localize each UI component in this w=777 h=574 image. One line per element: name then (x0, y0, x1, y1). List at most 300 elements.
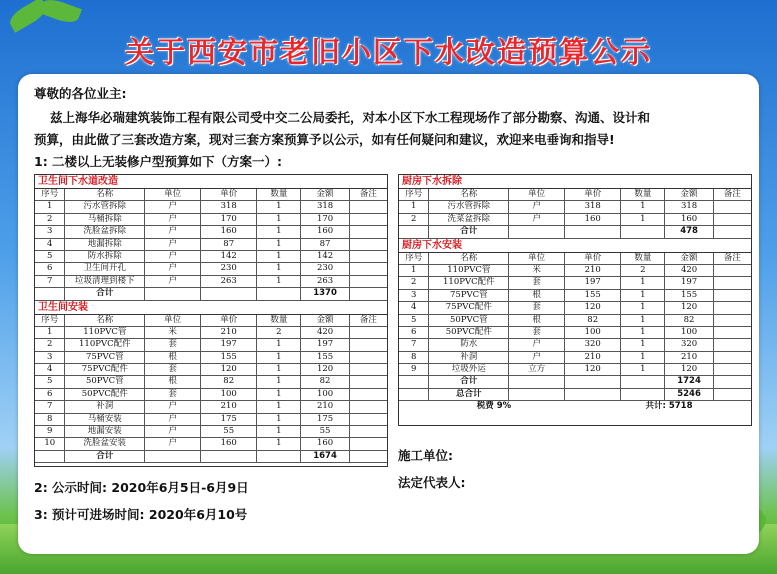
table-cell (714, 327, 751, 338)
table-cell (399, 389, 429, 400)
table-row (399, 201, 751, 213)
table-cell (714, 389, 751, 400)
table-row (399, 290, 751, 302)
table-cell: 名称 (429, 253, 509, 264)
table-header-row (399, 189, 751, 201)
table-cell: 套 (145, 389, 201, 400)
table-cell (350, 201, 387, 212)
table-cell: 1 (257, 438, 301, 449)
table-cell: 垃圾外运 (429, 364, 509, 375)
table-cell: 户 (145, 251, 201, 262)
table-cell (350, 251, 387, 262)
table-row (35, 352, 387, 364)
table-cell: 170 (201, 214, 257, 225)
table-cell: 7 (399, 339, 429, 350)
table-cell: 单位 (509, 189, 565, 200)
table-cell: 洗脸盆拆除 (65, 226, 145, 237)
table-header-row (35, 315, 387, 327)
table-cell: 单位 (145, 189, 201, 200)
table-cell: 户 (145, 263, 201, 274)
table-cell: 污水管拆除 (429, 201, 509, 212)
table-cell (350, 214, 387, 225)
table-cell (714, 339, 751, 350)
table-cell (350, 364, 387, 375)
table-cell: 230 (301, 263, 349, 274)
table-cell: 1 (257, 201, 301, 212)
table-cell (621, 226, 665, 237)
table-cell: 87 (201, 239, 257, 250)
table-cell: 9 (35, 426, 65, 437)
table-cell (350, 263, 387, 274)
page-title: 关于西安市老旧小区下水改造预算公示 (124, 35, 652, 69)
table-cell: 75PVC配件 (65, 364, 145, 375)
table-cell: 马桶拆除 (65, 214, 145, 225)
table-cell: 263 (301, 276, 349, 287)
section-title: 卫生间下水道改造 (35, 175, 387, 189)
table-cell: 1 (621, 327, 665, 338)
table-cell: 1 (621, 201, 665, 212)
table-cell: 55 (301, 426, 349, 437)
table-cell: 合计 (429, 376, 509, 387)
table-cell: 户 (509, 339, 565, 350)
table-cell (714, 265, 751, 276)
table-cell: 1 (257, 263, 301, 274)
table-header-row (399, 253, 751, 265)
table-cell: 户 (145, 276, 201, 287)
table-cell: 备注 (723, 252, 741, 263)
table-cell: 155 (301, 352, 349, 363)
table-cell: 1 (257, 364, 301, 375)
table-cell: 户 (145, 426, 201, 437)
table-cell: 318 (201, 201, 257, 212)
table-cell (565, 376, 621, 387)
construction-unit-label: 施工单位: (398, 448, 453, 463)
table-row (35, 376, 387, 388)
table-cell: 9 (399, 364, 429, 375)
table-cell: 户 (509, 201, 565, 212)
table-cell: 155 (665, 290, 713, 301)
table-cell: 立方 (509, 364, 565, 375)
table-cell: 垃圾清理到楼下 (65, 276, 145, 287)
table-cell: 1 (257, 214, 301, 225)
table-cell: 洗菜盆拆除 (429, 214, 509, 225)
table-cell: 318 (565, 201, 621, 212)
table-cell: 1 (621, 352, 665, 363)
table-cell: 120 (201, 364, 257, 375)
table-row (35, 327, 387, 339)
table-cell: 单价 (201, 315, 257, 326)
table-cell: 142 (201, 251, 257, 262)
table-cell: 3 (399, 290, 429, 301)
table-cell: 50PVC管 (429, 315, 509, 326)
table-cell: 1 (621, 302, 665, 313)
table-row (399, 302, 751, 314)
table-row (35, 414, 387, 426)
table-cell: 4 (35, 239, 65, 250)
table-cell: 合计 (65, 288, 145, 299)
table-cell (257, 288, 301, 299)
table-cell: 87 (301, 239, 349, 250)
table-cell: 120 (665, 364, 713, 375)
table-cell: 备注 (359, 189, 377, 199)
table-row (35, 401, 387, 413)
table-cell: 1 (621, 339, 665, 350)
table-cell: 米 (509, 265, 565, 276)
table-cell (714, 376, 751, 387)
table-row (399, 315, 751, 327)
table-cell (350, 276, 387, 287)
table-cell (565, 226, 621, 237)
table-cell: 户 (145, 239, 201, 250)
table-cell: 155 (201, 352, 257, 363)
table-cell: 7 (35, 276, 65, 287)
total-row (35, 451, 387, 463)
table-cell: 户 (509, 214, 565, 225)
table-cell: 防水 (429, 339, 509, 350)
table-cell: 75PVC管 (65, 352, 145, 363)
table-cell: 数量 (621, 253, 665, 264)
table-cell: 金额 (301, 189, 349, 200)
table-cell: 备注 (359, 314, 377, 325)
intro-line-1: 兹上海华必瑞建筑装饰工程有限公司受中交二公局委托，对本小区下水工程现场作了部分勘察、沟通、设计和 (50, 110, 651, 125)
table-cell (201, 288, 257, 299)
table-cell: 1 (257, 352, 301, 363)
kitchen-budget-table (398, 174, 752, 426)
table-cell: 110PVC管 (429, 265, 509, 276)
table-cell: 478 (665, 226, 713, 237)
table-cell: 1 (257, 239, 301, 250)
table-cell: 1 (257, 414, 301, 425)
table-cell: 户 (145, 214, 201, 225)
table-cell: 110PVC配件 (429, 277, 509, 288)
table-cell: 5 (35, 376, 65, 387)
table-cell: 197 (565, 277, 621, 288)
table-cell: 82 (665, 315, 713, 326)
table-row (35, 438, 387, 450)
table-cell: 套 (509, 277, 565, 288)
table-cell: 户 (145, 201, 201, 212)
table-cell: 210 (565, 352, 621, 363)
table-cell: 142 (301, 251, 349, 262)
table-cell: 2 (399, 277, 429, 288)
table-cell (509, 226, 565, 237)
table-cell: 210 (565, 265, 621, 276)
table-cell: 2 (399, 214, 429, 225)
total-row (399, 376, 751, 388)
section-heading: 1: 二楼以上无装修户型预算如下（方案一）: (34, 154, 283, 169)
table-cell (350, 288, 387, 299)
table-cell: 420 (301, 327, 349, 338)
table-cell (350, 352, 387, 363)
table-cell (145, 288, 201, 299)
table-cell: 1674 (301, 451, 349, 462)
table-cell: 金额 (301, 315, 349, 326)
table-cell: 1 (399, 265, 429, 276)
table-cell: 320 (565, 339, 621, 350)
table-cell: 序号 (399, 253, 429, 264)
table-cell (350, 226, 387, 237)
table-cell (350, 426, 387, 437)
table-cell: 175 (201, 414, 257, 425)
table-cell (714, 226, 751, 237)
table-cell: 5 (399, 315, 429, 326)
total-row (35, 288, 387, 300)
table-cell: 6 (399, 327, 429, 338)
table-cell: 170 (301, 214, 349, 225)
table-cell: 5 (35, 251, 65, 262)
table-cell: 50PVC配件 (65, 389, 145, 400)
table-cell: 110PVC配件 (65, 339, 145, 350)
table-cell: 197 (301, 339, 349, 350)
table-cell: 名称 (65, 189, 145, 200)
table-row (35, 239, 387, 251)
table-cell: 10 (35, 438, 65, 449)
table-cell: 污水管拆除 (65, 201, 145, 212)
table-cell: 补洞 (65, 401, 145, 412)
table-cell: 50PVC管 (65, 376, 145, 387)
table-cell: 数量 (257, 315, 301, 326)
table-cell: 金额 (665, 253, 713, 264)
table-cell: 120 (565, 302, 621, 313)
table-row (35, 226, 387, 238)
table-cell: 1 (621, 315, 665, 326)
table-cell: 1 (257, 276, 301, 287)
table-cell: 100 (201, 389, 257, 400)
table-cell: 6 (35, 389, 65, 400)
table-row (399, 339, 751, 351)
table-cell (350, 451, 387, 462)
table-cell (714, 214, 751, 225)
table-cell: 序号 (35, 189, 65, 200)
table-row (399, 277, 751, 289)
table-cell: 5246 (665, 389, 713, 400)
table-cell (145, 451, 201, 462)
table-cell: 马桶安装 (65, 414, 145, 425)
table-cell: 地漏拆除 (65, 239, 145, 250)
table-cell: 210 (201, 327, 257, 338)
table-cell: 50PVC配件 (429, 327, 509, 338)
table-cell: 1 (257, 339, 301, 350)
table-row (35, 214, 387, 226)
table-cell: 3 (35, 226, 65, 237)
table-cell: 197 (201, 339, 257, 350)
table-cell: 160 (565, 214, 621, 225)
table-cell: 100 (301, 389, 349, 400)
table-cell: 米 (145, 327, 201, 338)
table-cell: 1724 (665, 376, 713, 387)
table-cell: 210 (665, 352, 713, 363)
table-cell: 序号 (399, 189, 429, 200)
table-cell (350, 438, 387, 449)
table-cell: 套 (145, 364, 201, 375)
table-cell: 1 (257, 251, 301, 262)
table-cell (350, 401, 387, 412)
table-cell (714, 277, 751, 288)
table-cell (350, 376, 387, 387)
table-cell: 户 (145, 438, 201, 449)
table-cell: 120 (665, 302, 713, 313)
table-cell: 根 (509, 315, 565, 326)
table-cell: 120 (301, 364, 349, 375)
table-cell (201, 451, 257, 462)
table-cell: 420 (665, 265, 713, 276)
table-cell: 175 (301, 414, 349, 425)
table-row (35, 276, 387, 288)
table-cell (350, 327, 387, 338)
table-cell: 75PVC管 (429, 290, 509, 301)
table-cell: 4 (399, 302, 429, 313)
table-cell: 户 (145, 226, 201, 237)
table-cell: 套 (509, 302, 565, 313)
table-cell: 318 (301, 201, 349, 212)
intro-line-2: 预算，由此做了三套改造方案，现对三套方案预算予以公示，如有任何疑问和建议，欢迎来电垂询和指导! (34, 132, 615, 147)
table-cell: 数量 (257, 189, 301, 200)
table-cell: 1 (257, 389, 301, 400)
table-cell (621, 376, 665, 387)
section-title: 厨房下水安装 (399, 239, 751, 253)
table-cell: 1 (257, 426, 301, 437)
table-cell: 序号 (35, 315, 65, 326)
table-cell: 根 (509, 290, 565, 301)
table-cell (257, 451, 301, 462)
notice-time: 2: 公示时间: 2020年6月5日-6月9日 (34, 480, 249, 495)
table-cell: 1 (621, 277, 665, 288)
table-cell: 金额 (665, 189, 713, 200)
table-cell (399, 376, 429, 387)
section-title: 厨房下水拆除 (399, 175, 751, 189)
table-cell: 210 (301, 401, 349, 412)
table-cell (35, 451, 65, 462)
table-cell: 120 (565, 364, 621, 375)
table-cell: 3 (35, 352, 65, 363)
table-cell: 套 (509, 327, 565, 338)
table-cell: 8 (35, 414, 65, 425)
table-cell: 160 (301, 226, 349, 237)
bathroom-budget-table (34, 174, 388, 467)
table-cell: 单价 (565, 189, 621, 200)
table-cell: 补洞 (429, 352, 509, 363)
table-cell: 6 (35, 263, 65, 274)
table-cell: 55 (201, 426, 257, 437)
table-cell: 4 (35, 364, 65, 375)
section-title: 卫生间安装 (35, 301, 387, 315)
table-cell (509, 376, 565, 387)
table-header-row (35, 189, 387, 201)
table-cell (350, 239, 387, 250)
table-cell: 总合计 (429, 389, 509, 400)
table-cell: 160 (665, 214, 713, 225)
table-cell: 数量 (621, 189, 665, 200)
table-cell: 2 (257, 327, 301, 338)
table-cell: 套 (145, 339, 201, 350)
table-cell: 100 (665, 327, 713, 338)
table-cell: 320 (665, 339, 713, 350)
table-cell: 1 (621, 364, 665, 375)
table-cell: 155 (565, 290, 621, 301)
grand-total-row (399, 389, 751, 401)
table-cell: 合计 (429, 226, 509, 237)
table-cell: 地漏安装 (65, 426, 145, 437)
table-row (399, 327, 751, 339)
table-cell: 1 (399, 201, 429, 212)
table-cell: 户 (145, 401, 201, 412)
table-cell: 户 (145, 414, 201, 425)
table-cell (714, 290, 751, 301)
table-row (399, 352, 751, 364)
table-cell: 单位 (145, 315, 201, 326)
table-cell: 根 (145, 376, 201, 387)
table-cell: 160 (301, 438, 349, 449)
table-cell: 单价 (201, 189, 257, 200)
table-cell: 263 (201, 276, 257, 287)
table-cell: 197 (665, 277, 713, 288)
table-row (35, 201, 387, 213)
table-row (35, 251, 387, 263)
table-cell: 1 (257, 401, 301, 412)
table-cell: 2 (621, 265, 665, 276)
table-cell (714, 302, 751, 313)
table-cell (399, 226, 429, 237)
table-cell: 2 (35, 214, 65, 225)
table-row (35, 426, 387, 438)
table-cell: 户 (509, 352, 565, 363)
sum-total: 共计: 5718 (645, 401, 693, 412)
table-cell (714, 201, 751, 212)
table-cell: 卫生间开孔 (65, 263, 145, 274)
table-row (35, 263, 387, 275)
table-cell: 82 (565, 315, 621, 326)
table-cell: 75PVC配件 (429, 302, 509, 313)
table-cell (714, 352, 751, 363)
table-cell: 82 (301, 376, 349, 387)
table-row (35, 389, 387, 401)
table-row (399, 214, 751, 226)
tax-label: 税费 9% (476, 401, 512, 412)
table-row (399, 364, 751, 376)
table-cell (350, 389, 387, 400)
table-row (35, 364, 387, 376)
table-cell: 2 (35, 339, 65, 350)
table-cell (35, 288, 65, 299)
table-cell (350, 414, 387, 425)
table-cell: 160 (201, 226, 257, 237)
table-cell: 单位 (509, 253, 565, 264)
table-cell: 1 (35, 327, 65, 338)
table-cell (565, 389, 621, 400)
table-cell (714, 364, 751, 375)
table-cell: 1 (257, 376, 301, 387)
table-cell: 230 (201, 263, 257, 274)
table-cell: 防水拆除 (65, 251, 145, 262)
legal-representative-label: 法定代表人: (398, 475, 466, 490)
table-cell: 合计 (65, 451, 145, 462)
table-cell (621, 389, 665, 400)
table-cell: 1 (257, 226, 301, 237)
table-cell: 1 (35, 201, 65, 212)
table-cell: 318 (665, 201, 713, 212)
table-cell: 8 (399, 352, 429, 363)
table-cell: 210 (201, 401, 257, 412)
table-cell (350, 339, 387, 350)
total-row (399, 226, 751, 238)
table-cell: 100 (565, 327, 621, 338)
table-cell: 1 (621, 290, 665, 301)
table-cell: 根 (145, 352, 201, 363)
table-cell: 160 (201, 438, 257, 449)
greeting: 尊敬的各位业主: (34, 86, 127, 101)
table-cell: 110PVC管 (65, 327, 145, 338)
table-row (399, 265, 751, 277)
